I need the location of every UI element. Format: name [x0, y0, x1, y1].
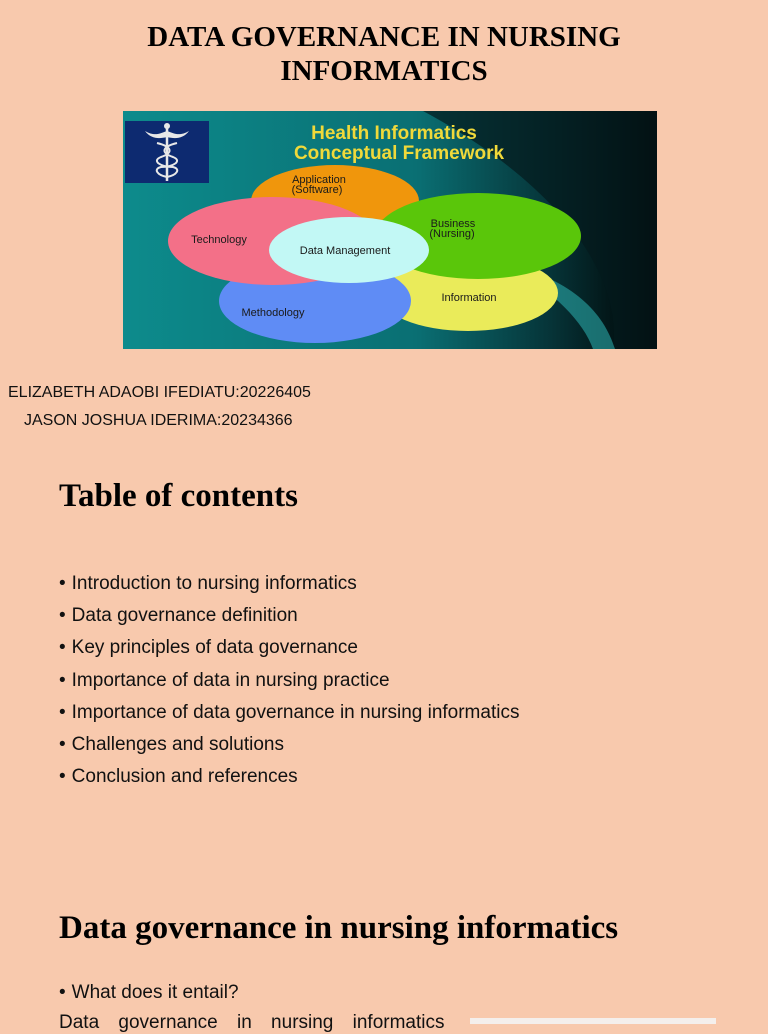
section-body-text: Data governance in nursing informatics: [59, 1012, 445, 1033]
toc-item: • Importance of data in nursing practice: [59, 665, 519, 697]
author-name: JASON JOSHUA IDERIMA:20234366: [24, 412, 293, 429]
figure-title-line1: Health Informatics: [311, 123, 477, 144]
label-application-line1: Application: [292, 174, 346, 186]
image-placeholder: [470, 1018, 716, 1024]
label-information: Information: [441, 292, 497, 304]
page-title-line1: DATA GOVERNANCE IN NURSING: [147, 21, 621, 53]
label-data-management: Data Management: [299, 245, 391, 257]
page-title: [0, 20, 768, 88]
label-methodology: Methodology: [241, 307, 305, 319]
toc-item: • Introduction to nursing informatics: [59, 568, 519, 600]
caduceus-icon: [125, 121, 209, 183]
page-title-line2: INFORMATICS: [280, 55, 488, 87]
toc-item: • Key principles of data governance: [59, 632, 519, 664]
framework-figure: [123, 111, 657, 349]
label-technology: Technology: [191, 234, 247, 246]
section-bullet: • What does it entail?: [59, 982, 239, 1004]
toc-item: • Challenges and solutions: [59, 729, 519, 761]
figure-title-line2: Conceptual Framework: [293, 143, 505, 164]
toc-item: • Conclusion and references: [59, 761, 519, 793]
section-heading: Data governance in nursing informatics: [59, 910, 619, 946]
toc-item: • Importance of data governance in nursing informatics: [59, 697, 519, 729]
toc-list: [59, 568, 519, 793]
toc-heading: Table of contents: [59, 478, 298, 514]
label-business-line2: (Nursing): [429, 228, 475, 240]
toc-item: • Data governance definition: [59, 600, 519, 632]
author-name: ELIZABETH ADAOBI IFEDIATU:20226405: [8, 384, 311, 401]
label-application-line2: (Software): [291, 184, 343, 196]
label-business-line1: Business: [430, 218, 476, 230]
